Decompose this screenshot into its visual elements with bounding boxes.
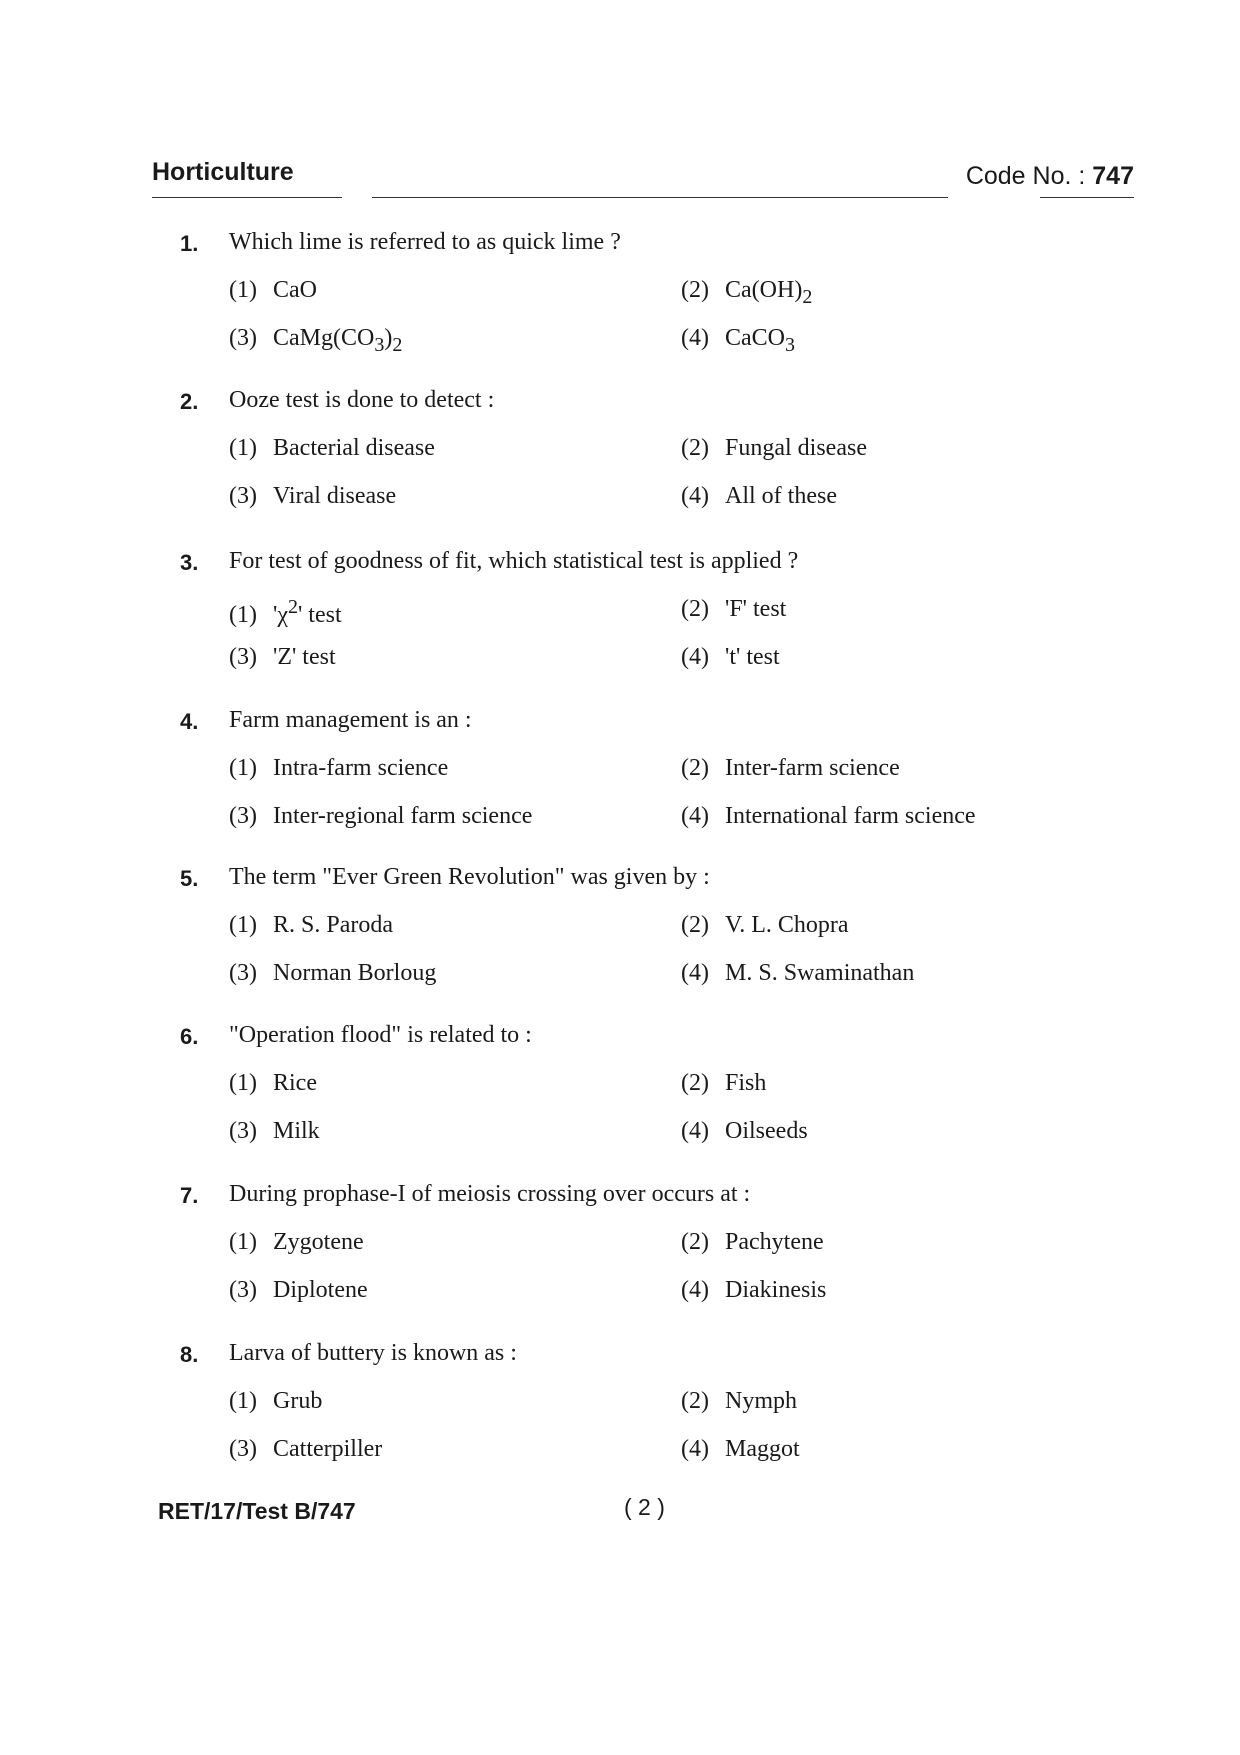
question-number: 1. [180, 231, 199, 256]
option-4: (4) 't' test [681, 644, 780, 670]
option-2: (2) V. L. Chopra [681, 912, 849, 938]
header-rule-left [152, 197, 342, 198]
option-4: (4) CaCO$_3$ [681, 325, 795, 356]
option-2: (2) Pachytene [681, 1229, 824, 1255]
option-2: (2) $Ca(OH)_2$ [681, 277, 813, 308]
option-1: (1) Rice [229, 1070, 317, 1096]
question-number: 5. [180, 866, 199, 891]
question-number: 2. [180, 389, 199, 414]
question-number: 7. [180, 1183, 199, 1208]
option-3: (3) Viral disease [229, 483, 397, 509]
option-2: (2) Inter-farm science [681, 755, 900, 781]
question-number: 6. [180, 1024, 199, 1049]
option-1: (1) R. S. Paroda [229, 912, 393, 938]
option-3: (3) Milk [229, 1118, 320, 1144]
code-label: Code No. : [965, 162, 1086, 190]
option-1: (1) Intra-farm science [229, 755, 449, 781]
option-2: (2) Fish [681, 1070, 767, 1096]
option-1: (1) '$\chi^2$' test [229, 596, 342, 628]
header-rule-right [1040, 197, 1134, 198]
option-2: (2) Fungal disease [681, 435, 867, 461]
code-value: 747 [1092, 162, 1134, 190]
test-code: RET/17/Test B/747 [158, 1498, 356, 1524]
question-text: Farm management is an : [229, 707, 472, 733]
option-3: (3) 'Z' test [229, 644, 336, 670]
code-number [966, 162, 1134, 191]
question-text: The term "Ever Green Revolution" was given by : [229, 864, 710, 890]
header-rule-center [372, 197, 948, 198]
option-4: (4) Oilseeds [681, 1118, 808, 1144]
subject-title: Horticulture [152, 158, 294, 186]
question-number: 3. [180, 550, 199, 575]
option-4: (4) All of these [681, 483, 837, 509]
option-4: (4) International farm science [681, 803, 976, 829]
option-1: (1) CaO [229, 277, 317, 303]
option-3: (3) Inter-regional farm science [229, 803, 533, 829]
option-3: (3) Diplotene [229, 1277, 368, 1303]
question-text: Larva of buttery is known as : [229, 1340, 517, 1366]
question-text: Which lime is referred to as quick lime ? [229, 229, 621, 255]
option-2: (2) Nymph [681, 1388, 797, 1414]
question-text: During prophase-I of meiosis crossing over occurs at : [229, 1181, 751, 1207]
question-text: Ooze test is done to detect : [229, 387, 495, 413]
option-3: (3) $CaMg(CO_3)_2$ [229, 325, 403, 356]
question-number: 4. [180, 709, 199, 734]
option-1: (1) Zygotene [229, 1229, 364, 1255]
question-text: "Operation flood" is related to : [229, 1022, 532, 1048]
option-1: (1) Grub [229, 1388, 323, 1414]
option-4: (4) M. S. Swaminathan [681, 960, 915, 986]
option-4: (4) Diakinesis [681, 1277, 827, 1303]
page-header [152, 158, 1134, 198]
question-number: 8. [180, 1342, 199, 1367]
option-4: (4) Maggot [681, 1436, 800, 1462]
question-text: For test of goodness of fit, which statistical test is applied ? [229, 548, 799, 574]
option-3: (3) Norman Borloug [229, 960, 437, 986]
option-3: (3) Catterpiller [229, 1436, 383, 1462]
option-1: (1) Bacterial disease [229, 435, 435, 461]
option-2: (2) 'F' test [681, 596, 787, 622]
page-number: ( 2 ) [624, 1494, 665, 1520]
